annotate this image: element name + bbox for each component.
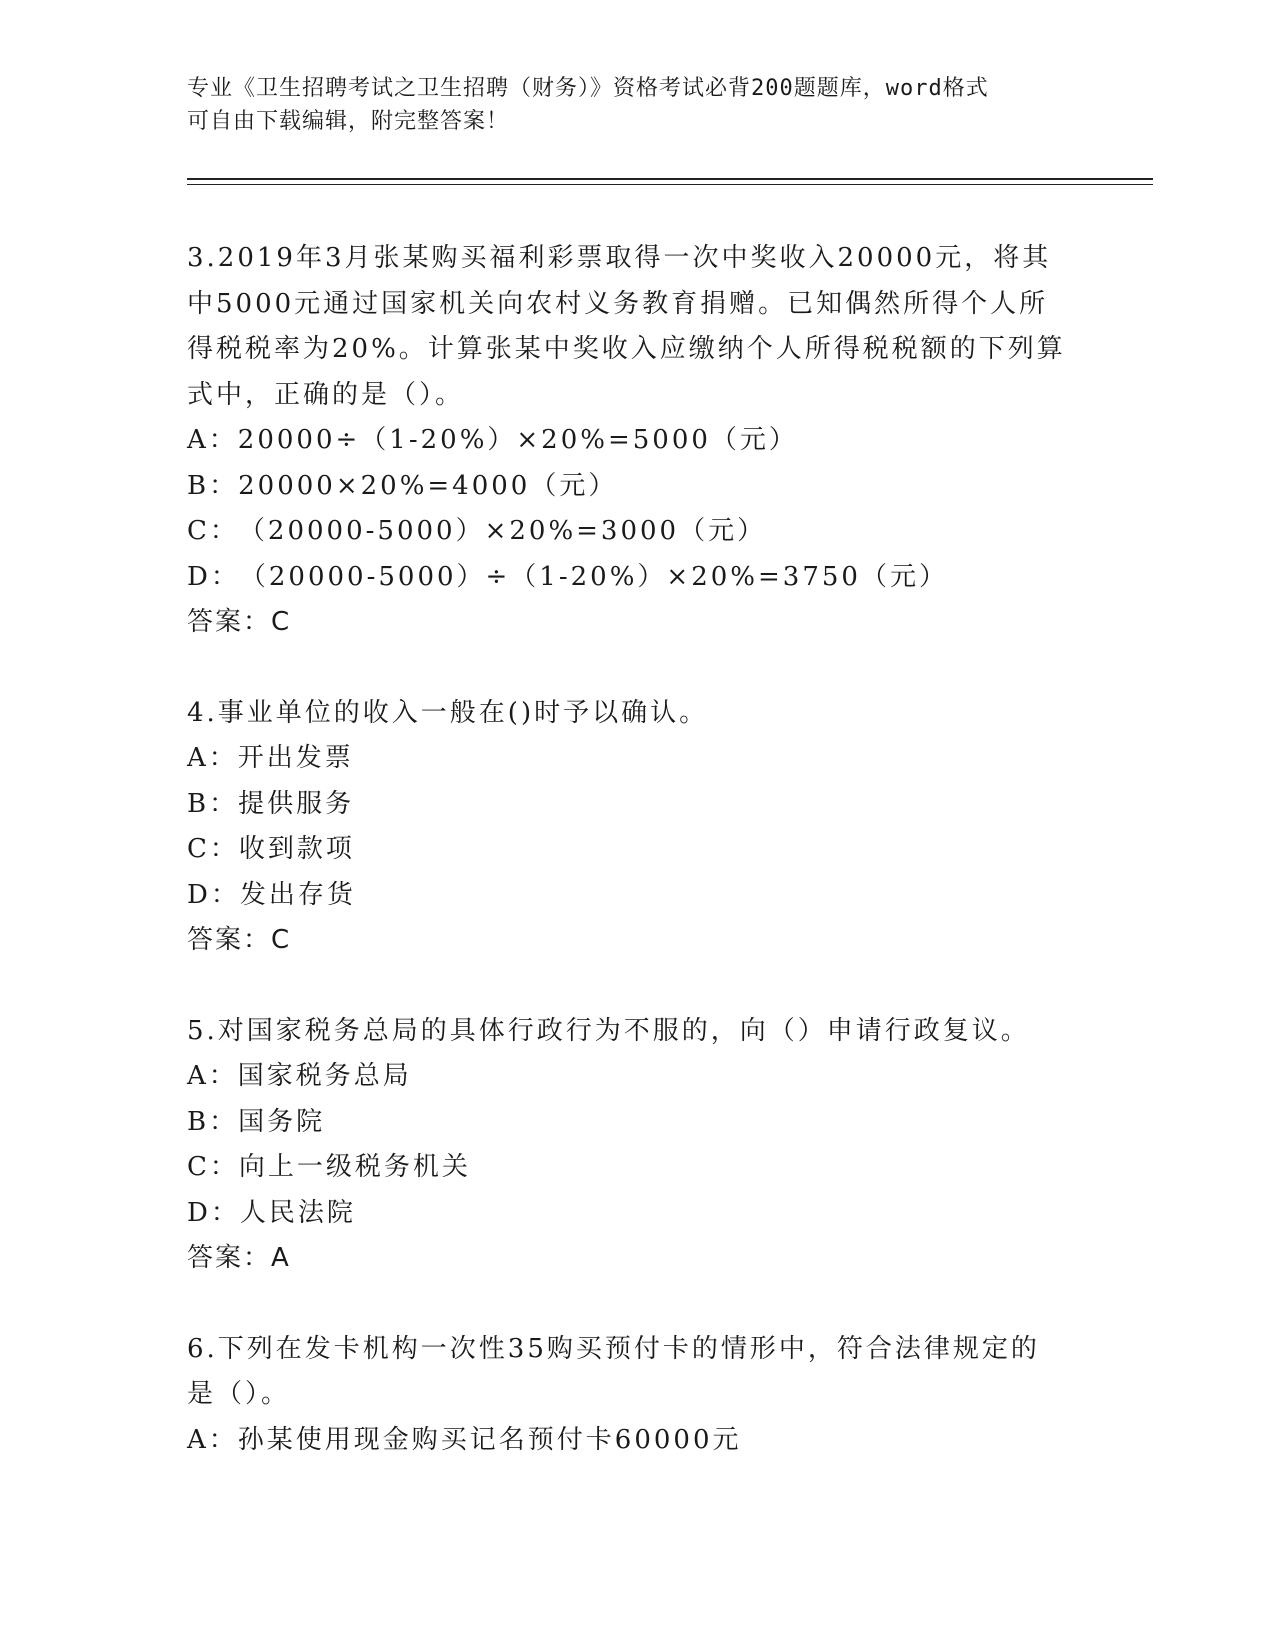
option-text: 国家税务总局	[237, 1061, 412, 1091]
option-text: 向上一级税务机关	[238, 1152, 471, 1182]
question-list	[187, 236, 1067, 1463]
header-line-2: 可自由下载编辑，附完整答案！	[187, 109, 510, 134]
option-c	[187, 1145, 1067, 1191]
option-b	[187, 782, 1067, 828]
option-letter: C：	[187, 834, 239, 864]
option-letter: A：	[187, 743, 238, 773]
option-d	[187, 555, 1067, 601]
option-text: 孙某使用现金购买记名预付卡60000元	[237, 1424, 742, 1455]
option-d	[187, 1191, 1067, 1237]
option-c	[187, 509, 1067, 555]
option-letter: C：	[187, 1152, 239, 1182]
document-header	[187, 72, 1067, 138]
option-text: （20000-5000）÷（1-20%）×20%=3750（元）	[239, 561, 948, 592]
option-letter: D：	[187, 879, 240, 910]
option-text: 提供服务	[238, 788, 355, 819]
option-b	[187, 1100, 1067, 1146]
option-letter: D：	[187, 1197, 240, 1228]
option-letter: D：	[187, 561, 240, 592]
header-rule-thin	[187, 184, 1153, 185]
question-6	[187, 1327, 1067, 1464]
answer-line: 答案：C	[187, 607, 292, 637]
header-rule-thick	[187, 178, 1153, 180]
option-text: 国务院	[238, 1106, 326, 1137]
option-d	[187, 873, 1067, 919]
option-text: 20000×20%=4000（元）	[238, 470, 618, 501]
option-text: 发出存货	[239, 879, 356, 910]
option-text: 收到款项	[238, 834, 355, 864]
header-line-1: 专业《卫生招聘考试之卫生招聘（财务）》资格考试必背200题题库，word格式	[187, 76, 989, 101]
option-letter: A：	[187, 425, 238, 455]
question-text: 4.事业单位的收入一般在()时予以确认。	[187, 697, 709, 728]
option-b	[187, 464, 1067, 510]
option-a	[187, 1418, 1067, 1464]
option-a	[187, 1054, 1067, 1100]
option-text: 开出发票	[237, 743, 354, 773]
option-a	[187, 418, 1067, 464]
answer-line: 答案：A	[187, 1243, 291, 1273]
answer-line: 答案：C	[187, 925, 292, 955]
question-5	[187, 1009, 1067, 1282]
option-letter: C：	[187, 516, 239, 546]
question-text: 6.下列在发卡机构一次性35购买预付卡的情形中，符合法律规定的是（）。	[187, 1333, 1040, 1409]
option-letter: B：	[187, 470, 239, 501]
option-letter: B：	[187, 1106, 239, 1137]
question-text: 3.2019年3月张某购买福利彩票取得一次中奖收入20000元，将其中5000元通过国家机关向农村义务教育捐赠。已知偶然所得个人所得税税率为20%。计算张某中奖收入应缴纳个人所得税税额的下列算式中，正确的是（）。	[187, 243, 1066, 410]
question-4	[187, 691, 1067, 964]
option-text: 人民法院	[239, 1197, 356, 1228]
option-letter: B：	[187, 788, 239, 819]
option-a	[187, 736, 1067, 782]
option-c	[187, 827, 1067, 873]
option-text: 20000÷（1-20%）×20%=5000（元）	[237, 425, 798, 455]
question-3	[187, 236, 1067, 646]
option-letter: A：	[187, 1061, 238, 1091]
question-text: 5.对国家税务总局的具体行政行为不服的，向（）申请行政复议。	[187, 1015, 1030, 1046]
option-text: （20000-5000）×20%=3000（元）	[238, 516, 767, 546]
option-letter: A：	[187, 1424, 238, 1455]
